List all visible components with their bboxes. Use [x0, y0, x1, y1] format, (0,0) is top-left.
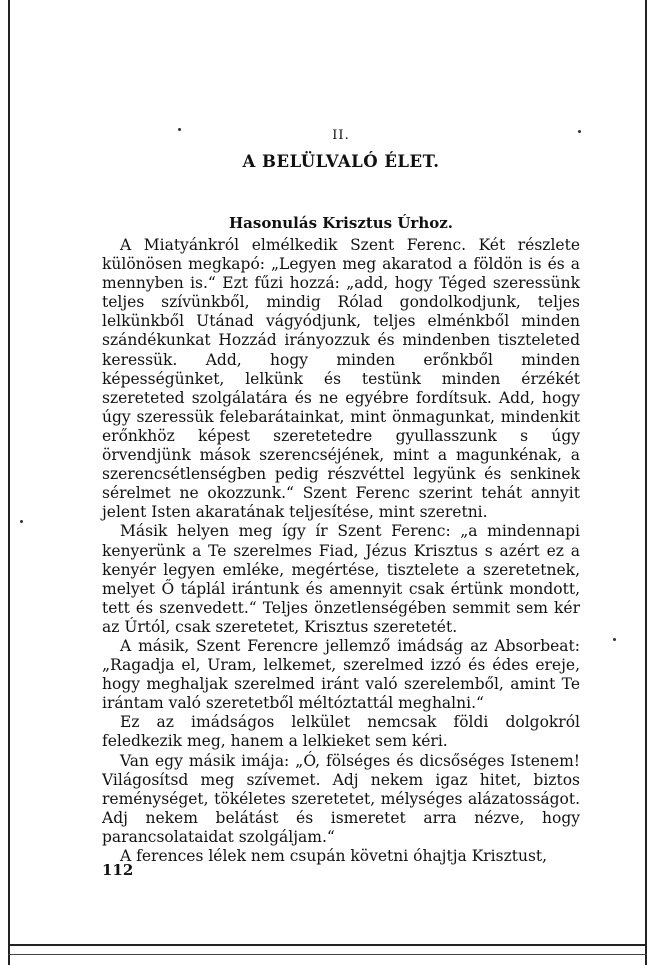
speck-mark [20, 520, 23, 523]
chapter-number: II. [332, 128, 350, 143]
page-number: 112 [102, 861, 134, 879]
page-border-bottom-inner [8, 954, 647, 955]
paragraph: A Miatyánkról elmélkedik Szent Ferenc. Két részlete különösen megkapó: „Legyen meg akaratod a földön is és a mennyben is.“ Ezt fűzi hozzá: „add, hogy Téged szeressünk teljes szívünkből, mindig Rólad gondolkodjunk, teljes lelkünkből Utánad vágyódjunk, teljes elménkből minden szándékunkat Hozzád irányozzuk és mindenben tiszteleted keressük. Add, hogy minden erőnkből minden képességünket, lelkünk és testünk minden érzékét szereteted szolgálatára és ne egyébre fordítsuk. Add, hogy úgy szeressük felebarátainkat, mint önmagunkat, mindenkit erőnkhöz képest szeretetedre gyullasszunk s úgy örvendjünk mások szerencséjének, mint a magunkénak, a szerencsétlenségben pedig részvéttel legyünk és senkinek sérelmet ne okozzunk.“ Szent Ferenc szerint tehát annyit jelent Isten akaratának teljesítése, mint szeretni. [102, 236, 580, 522]
paragraph: Van egy másik imája: „Ó, fölséges és dicsőséges Istenem! Világosítsd meg szívemet. Adj nekem igaz hitet, biztos reménységet, tökéletes szeretetet, mélységes alázatosságot. Adj nekem belátást és ismeretet arra nézve, hogy parancsolataidat szolgáljam.“ [102, 751, 580, 846]
chapter-title: A BELÜLVALÓ ÉLET. [242, 152, 440, 171]
paragraph: A másik, Szent Ferencre jellemző imádság az Absorbeat: „Ragadja el, Uram, lelkemet, szerelmed izzó és édes ereje, hogy meghaljak szerelmed iránt való szerelemből, amint Te irántam való szeretetből méltóztattál meghalni.“ [102, 636, 580, 713]
paragraph: A ferences lélek nem csupán követni óhajtja Krisztust, [120, 847, 548, 865]
section-title: Hasonulás Krisztus Úrhoz. [229, 214, 453, 232]
paragraph: Ez az imádságos lelkület nemcsak földi dolgokról feledkezik meg, hanem a lelkieket sem kéri. [102, 713, 580, 751]
page-border-right [645, 0, 647, 965]
page-border-bottom [8, 944, 647, 946]
body-text [102, 236, 580, 866]
page-border-left [8, 0, 10, 965]
paragraph: Másik helyen meg így ír Szent Ferenc: „a mindennapi kenyerünk a Te szerelmes Fiad, Jézus Krisztus s azért ez a kenyér legyen emléke, megértése, tisztelete a szeretetnek, melyet Ő táplál irántunk és amennyit csak értünk mondott, tett és szenvedett.“ Teljes önzetlenségében semmit sem kér az Úrtól, csak szeretetet, Krisztus szeretetét. [102, 522, 580, 636]
speck-mark [613, 638, 616, 641]
